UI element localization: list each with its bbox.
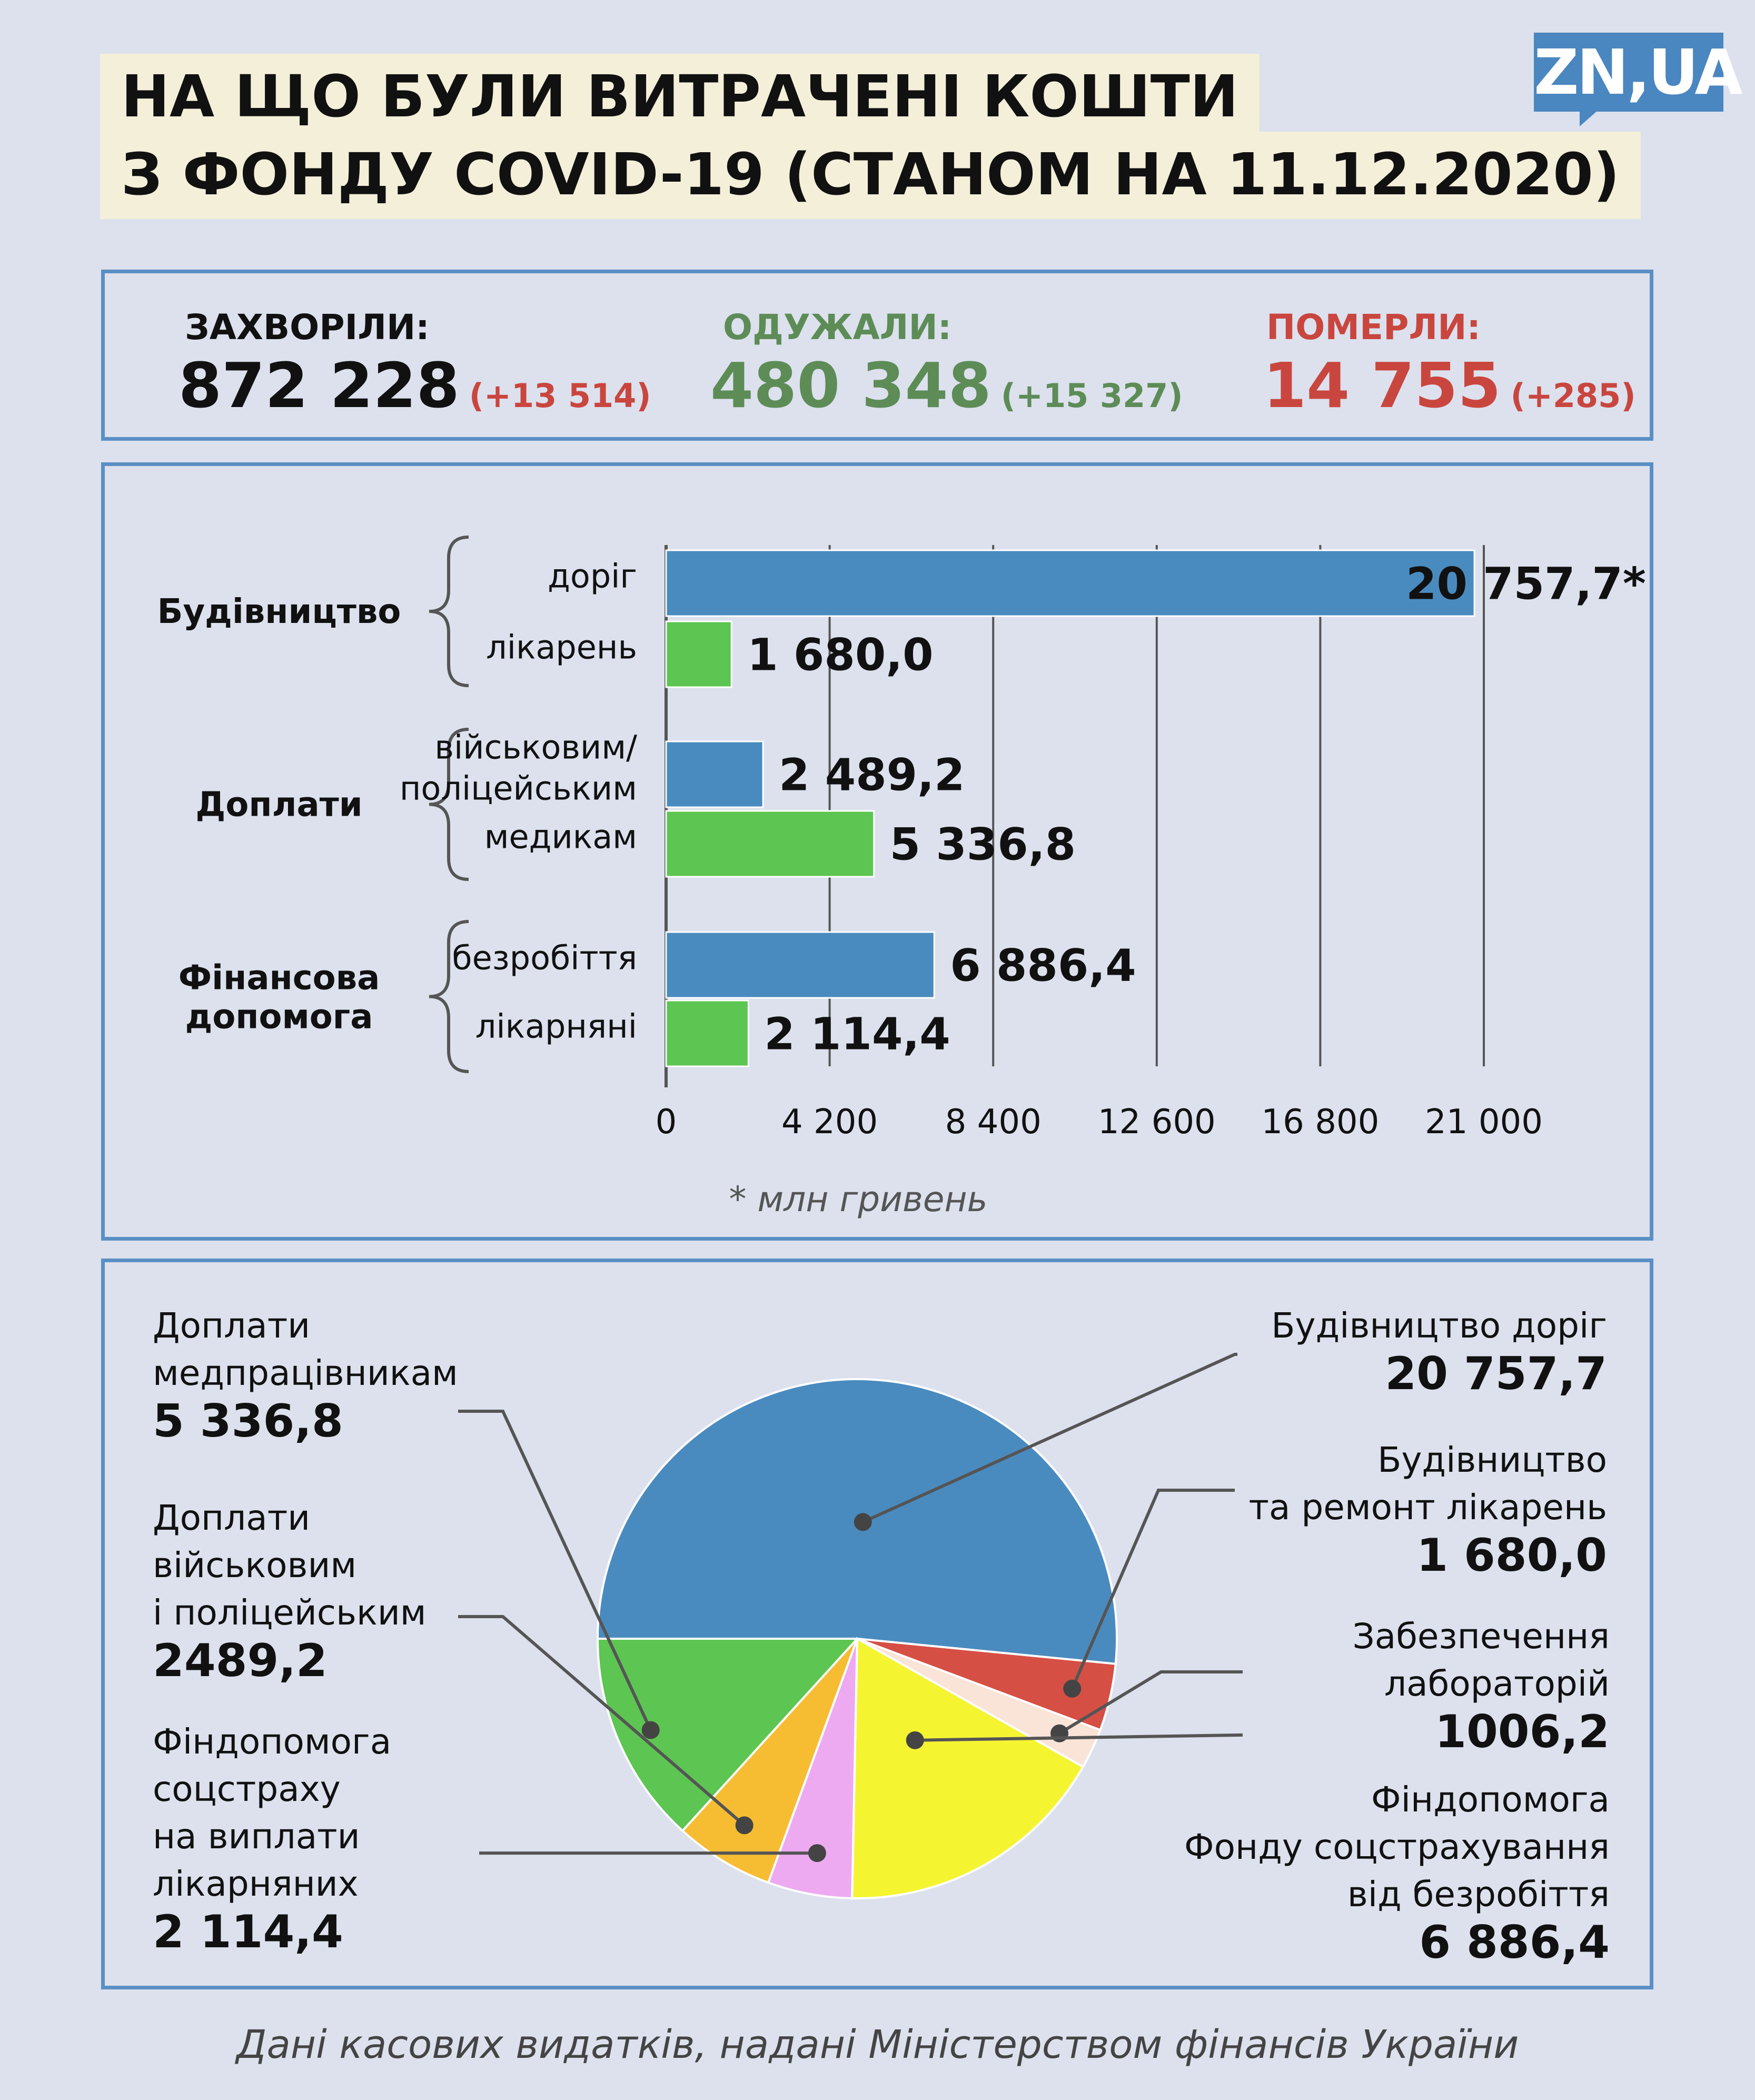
bar (666, 932, 934, 998)
zn-ua-logo[interactable]: ZN,UA (1534, 33, 1723, 112)
pie-value-label: 20 757,7 (1385, 1348, 1607, 1400)
bar-tick-label: 4 200 (781, 1103, 878, 1142)
bar-category-label: лікарняні (475, 1007, 637, 1046)
pie-value-label: 1 680,0 (1416, 1529, 1607, 1582)
stat-died-value: 14 755 (1263, 349, 1501, 422)
bar-tick-label: 0 (655, 1103, 677, 1142)
stat-recovered-value: 480 348 (710, 349, 991, 422)
page-title-line-1: НА ЩО БУЛИ ВИТРАЧЕНІ КОШТИ (100, 54, 1260, 141)
bar (666, 621, 731, 687)
bar-value-label: 6 886,4 (950, 939, 1136, 992)
bar-footnote: * млн гривень (729, 1179, 988, 1220)
bar-value-label: 2 114,4 (764, 1008, 950, 1060)
bar-category-label: медикам (484, 817, 637, 856)
pie-leader-dot (736, 1816, 753, 1834)
bar-value-label: 2 489,2 (779, 749, 965, 801)
pie-leader-dot (808, 1844, 826, 1862)
bar-chart (157, 537, 1646, 1220)
pie-slice-label: Будівництво та ремонт лікарень (1248, 1440, 1607, 1528)
stat-died-delta: (+285) (1510, 377, 1636, 415)
pie-slice-label: Фіндопомога соцстраху на виплати лікарняних (153, 1721, 392, 1904)
group-bracket (429, 537, 469, 686)
pie-value-label: 1006,2 (1435, 1706, 1610, 1758)
pie-slice-label: Доплати медпрацівникам (153, 1305, 458, 1393)
pie-leader-dot (1050, 1725, 1068, 1742)
page-title-line-2: З ФОНДУ COVID-19 (СТАНОМ НА 11.12.2020) (100, 132, 1641, 219)
bar (666, 741, 763, 807)
bar-category-label: військовим/ поліцейським (399, 728, 637, 808)
bar-tick-label: 12 600 (1097, 1103, 1216, 1142)
pie-slice-label: Забезпечення лабораторій (1352, 1616, 1610, 1704)
pie-leader-dot (854, 1513, 872, 1531)
pie-slice-label: Фіндопомога Фонду соцстрахування від безробіття (1184, 1779, 1610, 1915)
pie-slice-label: Будівництво доріг (1271, 1305, 1607, 1346)
bar-category-label: доріг (548, 557, 637, 596)
bar-value-label: 20 757,7* (1406, 558, 1646, 610)
stat-recovered-label: ОДУЖАЛИ: (723, 307, 952, 348)
bar-value-label: 1 680,0 (747, 629, 934, 681)
pie-value-label: 6 886,4 (1419, 1916, 1610, 1969)
group-label: Фінансова допомога (178, 958, 380, 1037)
bar-value-label: 5 336,8 (889, 818, 1076, 870)
stat-died-label: ПОМЕРЛИ: (1266, 307, 1481, 348)
pie-slice-label: Доплати військовим і поліцейським (153, 1498, 427, 1633)
stat-sick-label: ЗАХВОРІЛИ: (185, 307, 430, 348)
pie-leader-dot (642, 1721, 660, 1739)
pie-leader-dot (906, 1731, 924, 1749)
group-label: Доплати (195, 785, 363, 825)
bar (666, 811, 874, 877)
bar-category-label: безробіття (452, 938, 637, 977)
stat-recovered-delta: (+15 327) (1000, 377, 1183, 415)
bar-tick-label: 8 400 (945, 1103, 1042, 1142)
stat-sick-delta: (+13 514) (469, 377, 651, 415)
pie-chart (153, 1305, 1610, 1969)
pie-leader-dot (1063, 1680, 1081, 1698)
group-label: Будівництво (157, 592, 401, 631)
pie-value-label: 5 336,8 (153, 1395, 343, 1448)
stat-sick-value: 872 228 (179, 349, 460, 422)
bar-tick-label: 16 800 (1261, 1103, 1380, 1142)
pie-value-label: 2 114,4 (153, 1906, 343, 1958)
source-note: Дані касових видатків, надані Міністерством фінансів України (236, 2022, 1519, 2067)
pie-value-label: 2489,2 (153, 1635, 328, 1687)
bar-category-label: лікарень (486, 628, 637, 667)
bar (666, 1001, 748, 1066)
bar-tick-label: 21 000 (1425, 1103, 1543, 1142)
bar (666, 550, 1474, 616)
